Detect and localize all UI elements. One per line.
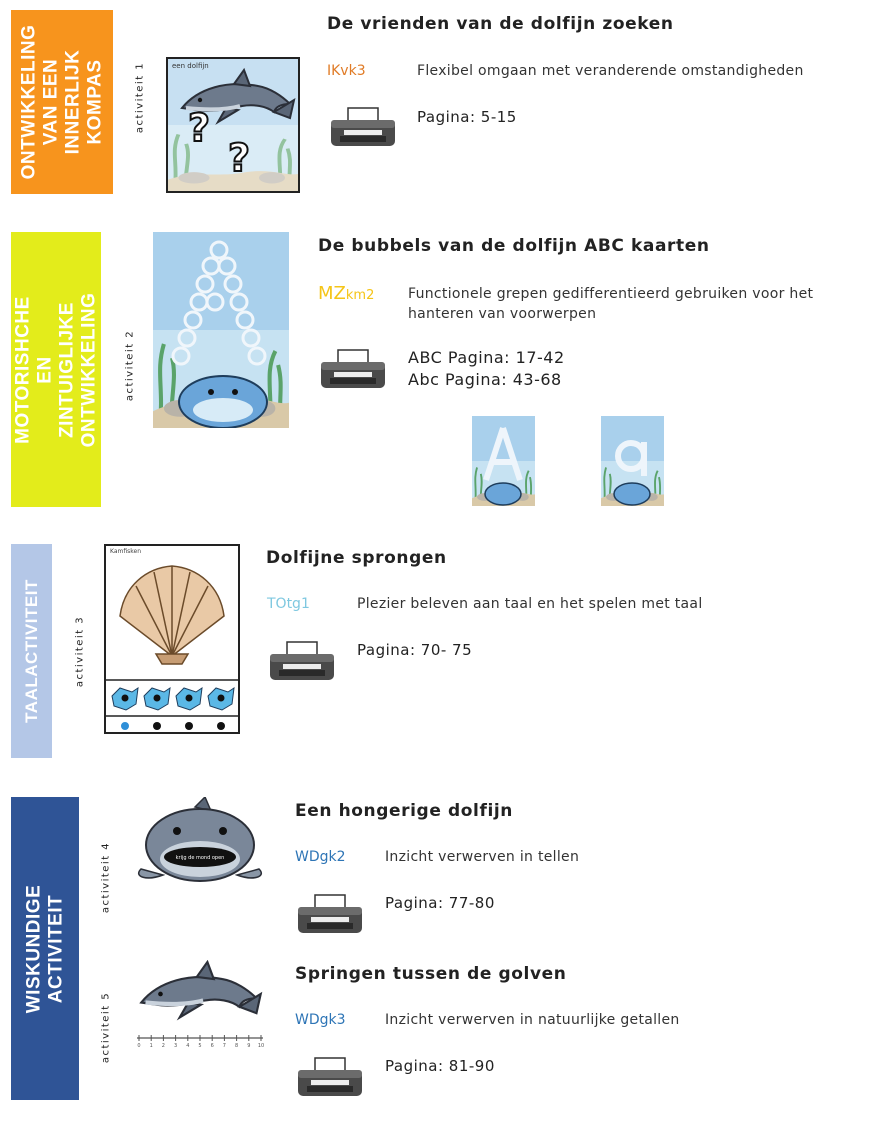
activity-3-thumbnail[interactable] (104, 544, 240, 734)
section-band-innerlijk-kompas (11, 10, 113, 194)
activity-2-thumbnail[interactable] (153, 232, 289, 428)
section-band-taalactiviteit (11, 544, 52, 758)
code-main: MZ (318, 283, 346, 304)
thumbnail-caption: een dolfijn (172, 62, 209, 70)
numberline-label: 2 (161, 1043, 165, 1048)
activity-label: activiteit 2 (124, 329, 136, 402)
activity-label: activiteit 1 (134, 61, 146, 134)
numberline-label: 7 (222, 1043, 226, 1048)
printer-icon[interactable] (267, 640, 337, 684)
svg-text:?: ? (188, 106, 211, 150)
activity-label: activiteit 3 (74, 615, 86, 688)
activity-4-title: Een hongerige dolfijn (295, 801, 514, 821)
activity-4-description: Inzicht verwerven in tellen (385, 849, 580, 865)
activity-3-code: TOtg1 (267, 596, 310, 612)
printer-icon[interactable] (295, 893, 365, 937)
printer-icon[interactable] (328, 106, 398, 150)
section-label: WISKUNDIGE ACTIVITEIT (23, 884, 66, 1013)
svg-text:?: ? (228, 136, 251, 180)
printer-icon[interactable] (318, 348, 388, 392)
numberline-label: 1 (149, 1043, 153, 1048)
activity-2-code (318, 283, 374, 304)
section-label: MOTORISHCHE EN ZINTUIGLIJKE ONTWIKKELING (12, 292, 100, 447)
activity-1-title: De vrienden van de dolfijn zoeken (327, 14, 674, 34)
activity-3-description: Plezier beleven aan taal en het spelen met taal (357, 596, 703, 612)
activity-4-code: WDgk2 (295, 849, 346, 865)
thumbnail-caption: Kamfisken (110, 548, 142, 555)
printer-icon[interactable] (295, 1056, 365, 1100)
numberline-label: 10 (257, 1043, 265, 1048)
activity-2-title: De bubbels van de dolfijn ABC kaarten (318, 236, 710, 256)
section-band-motorische-ontwikkeling (11, 232, 101, 507)
abc-card-thumbnail-lower[interactable] (601, 416, 664, 506)
section-label: ONTWIKKELING VAN EEN INNERLIJK KOMPAS (18, 24, 106, 180)
activity-1-thumbnail[interactable] (166, 57, 300, 193)
activity-5-pages: Pagina: 81-90 (385, 1057, 495, 1075)
numberline-label: 3 (174, 1043, 178, 1048)
numberline-label: 8 (235, 1043, 239, 1048)
activity-4-pages: Pagina: 77-80 (385, 894, 495, 912)
activity-5-title: Springen tussen de golven (295, 964, 567, 984)
section-band-wiskundige-activiteit (11, 797, 79, 1100)
activity-5-description: Inzicht verwerven in natuurlijke getallen (385, 1012, 680, 1028)
activity-5-thumbnail[interactable] (133, 958, 267, 1048)
activity-label: activiteit 5 (100, 991, 112, 1064)
activity-2-pages: ABC Pagina: 17-42 Abc Pagina: 43-68 (408, 348, 565, 389)
numberline-ticks (137, 1035, 264, 1048)
activity-1-code: IKvk3 (327, 63, 366, 79)
numberline-label: 5 (198, 1043, 202, 1048)
activity-4-thumbnail[interactable] (133, 797, 267, 885)
abc-card-thumbnail-upper[interactable] (472, 416, 535, 506)
numberline-label: 9 (247, 1043, 251, 1048)
activity-1-pages: Pagina: 5-15 (417, 108, 517, 126)
activity-5-code: WDgk3 (295, 1012, 346, 1028)
numberline-label: 6 (210, 1043, 214, 1048)
dolphin-mouth-caption: krijg de mond open (175, 855, 225, 861)
activity-3-title: Dolfijne sprongen (266, 548, 447, 568)
activity-1-description: Flexibel omgaan met veranderende omstandigheden (417, 63, 804, 79)
code-sub: km2 (345, 288, 375, 303)
activity-2-description: Functionele grepen gedifferentieerd gebruiken voor het hanteren van voorwerpen (408, 286, 814, 322)
activity-label: activiteit 4 (100, 841, 112, 914)
numberline-label: 4 (186, 1043, 190, 1048)
activity-3-pages: Pagina: 70- 75 (357, 641, 473, 659)
section-label: TAALACTIVITEIT (21, 579, 41, 723)
numberline-label: 0 (137, 1043, 141, 1048)
